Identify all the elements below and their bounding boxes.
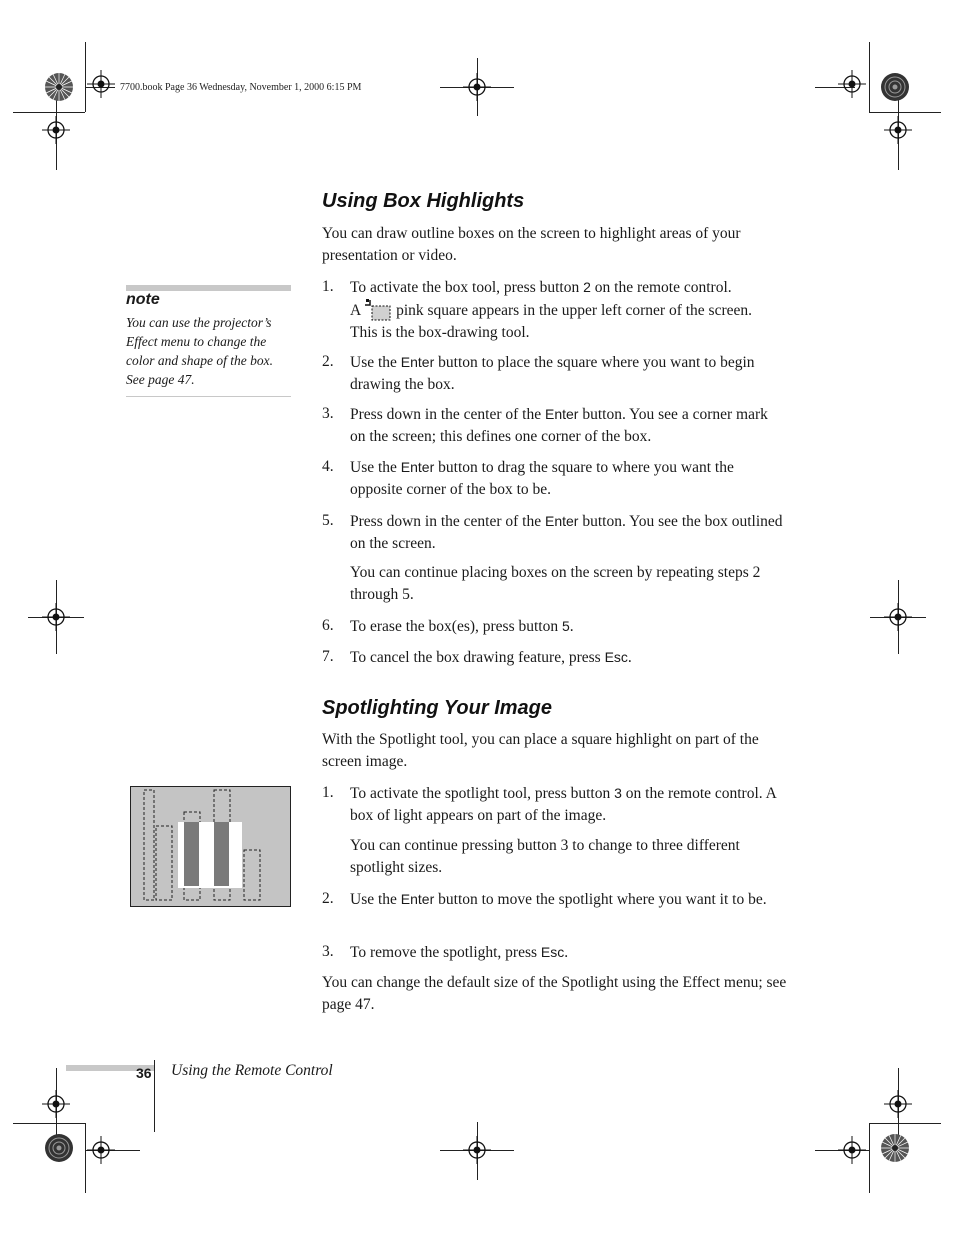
note-text: You can use the projector’s Effect menu to change the color and shape of the box. See page 47. bbox=[126, 315, 273, 387]
section-heading-box-highlights: Using Box Highlights bbox=[322, 190, 525, 212]
registration-mark-icon bbox=[884, 1090, 912, 1118]
esc-key-label: Esc bbox=[540, 944, 565, 960]
note-title: note bbox=[126, 291, 160, 308]
enter-key-label: Enter bbox=[545, 513, 579, 529]
color-rosette-icon bbox=[44, 72, 74, 102]
registration-mark-icon bbox=[42, 116, 70, 144]
box-tool-icon bbox=[364, 299, 392, 321]
section-heading-spotlighting: Spotlighting Your Image bbox=[322, 697, 552, 719]
slug-line: 7700.book Page 36 Wednesday, November 1, 2000 6:15 PM bbox=[120, 82, 362, 93]
registration-mark-icon bbox=[884, 116, 912, 144]
step-number: 1. bbox=[322, 278, 334, 295]
registration-mark-icon bbox=[463, 73, 491, 101]
color-rosette-icon bbox=[44, 1133, 74, 1163]
color-rosette-icon bbox=[880, 72, 910, 102]
enter-key-label: Enter bbox=[400, 459, 435, 475]
chapter-title: Using the Remote Control bbox=[171, 1062, 333, 1079]
remote-button-key: 3 bbox=[614, 785, 622, 801]
section1-intro: You can draw outline boxes on the screen to highlight areas of your presentation or video. bbox=[322, 225, 741, 264]
color-rosette-icon bbox=[880, 1133, 910, 1163]
registration-mark-icon bbox=[87, 70, 115, 98]
enter-key-label: Enter bbox=[400, 891, 435, 907]
registration-mark-icon bbox=[42, 1090, 70, 1118]
registration-mark-icon bbox=[838, 70, 866, 98]
registration-mark-icon bbox=[838, 1136, 866, 1164]
section2-closing: You can change the default size of the Spotlight using the Effect menu; see page 47. bbox=[322, 974, 787, 1013]
remote-button-key: 2 bbox=[583, 279, 591, 295]
page-number: 36 bbox=[136, 1065, 152, 1081]
registration-mark-icon bbox=[884, 603, 912, 631]
section2-intro: With the Spotlight tool, you can place a square highlight on part of the screen image. bbox=[322, 731, 759, 770]
registration-mark-icon bbox=[463, 1136, 491, 1164]
registration-mark-icon bbox=[87, 1136, 115, 1164]
spotlight-illustration bbox=[130, 786, 291, 908]
note-divider bbox=[126, 396, 291, 397]
registration-mark-icon bbox=[42, 603, 70, 631]
remote-button-key: 5 bbox=[561, 618, 570, 634]
enter-key-label: Enter bbox=[545, 406, 579, 422]
esc-key-label: Esc bbox=[604, 649, 628, 665]
enter-key-label: Enter bbox=[400, 354, 435, 370]
